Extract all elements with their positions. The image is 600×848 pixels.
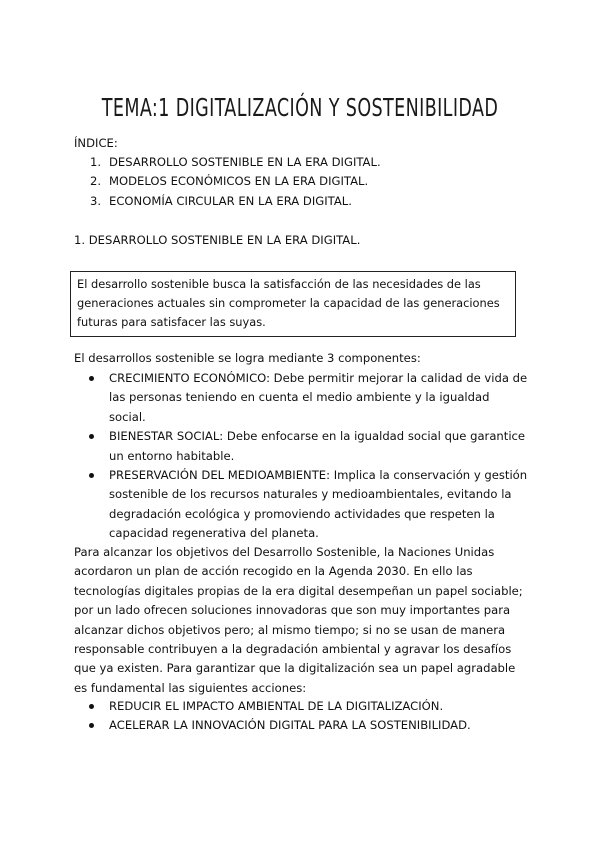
list-item-text: PRESERVACIÓN DEL MEDIOAMBIENTE: Implica la conservación y gestión sostenible de los recursos naturales y medioambientales, evitando la degradación ecológica y promoviendo actividades que respeten la capacidad regenerativa del planeta. — [109, 468, 528, 541]
index-item-number: 2. — [90, 174, 102, 189]
list-item — [88, 466, 528, 544]
bullet-icon — [89, 376, 94, 381]
index-item-text: MODELOS ECONÓMICOS EN LA ERA DIGITAL. — [109, 174, 369, 189]
list-item-text: REDUCIR EL IMPACTO AMBIENTAL DE LA DIGITALIZACIÓN. — [109, 699, 444, 713]
components-intro: El desarrollos sostenible se logra mediante 3 componentes: — [74, 351, 421, 365]
index-item-text: ECONOMÍA CIRCULAR EN LA ERA DIGITAL. — [109, 193, 352, 208]
bullet-icon — [89, 704, 94, 709]
list-item-text: BIENESTAR SOCIAL: Debe enfocarse en la igualdad social que garantice un entorno habitable. — [109, 429, 526, 463]
index-item — [90, 153, 381, 172]
bullet-icon — [89, 434, 94, 439]
index-item-number: 3. — [90, 193, 102, 208]
index-item-number: 1. — [90, 155, 102, 169]
definition-box: El desarrollo sostenible busca la satisfacción de las necesidades de las generaciones actuales sin comprometer la capacidad de las generaciones futuras para satisfacer las suyas. — [70, 271, 516, 337]
list-item-text: ACELERAR LA INNOVACIÓN DIGITAL PARA LA SOSTENIBILIDAD. — [109, 718, 471, 733]
bullet-icon — [89, 723, 94, 728]
section-heading: 1. DESARROLLO SOSTENIBLE EN LA ERA DIGITAL. — [74, 233, 361, 247]
index-item — [90, 172, 381, 191]
index-heading: ÍNDICE: — [74, 136, 118, 150]
page-title: TEMA:1 DIGITALIZACIÓN Y SOSTENIBILIDAD — [101, 92, 499, 122]
components-list — [88, 369, 528, 544]
index-list — [90, 153, 381, 211]
bullet-icon — [89, 473, 94, 478]
list-item-text: CRECIMIENTO ECONÓMICO: Debe permitir mejorar la calidad de vida de las personas teniendo en cuenta el medio ambiente y la igualdad social. — [109, 371, 528, 424]
list-item — [88, 697, 528, 716]
body-paragraph: Para alcanzar los objetivos del Desarrollo Sostenible, la Naciones Unidas acordaron un plan de acción recogido en la Agenda 2030. En ello las tecnologías digitales propias de la era digital desempeñan un papel sociable; por un lado ofrecen soluciones innovadoras que son muy importantes para alcanzar dichos objetivos pero; al mismo tiempo; si no se usan de manera responsable contribuyen a la degradación ambiental y agravar los desafíos que ya existen. Para garantizar que la digitalización sea un papel agradable es fundamental las siguientes acciones: — [74, 545, 523, 695]
list-item — [88, 427, 528, 466]
list-item — [88, 716, 528, 735]
index-item-text: DESARROLLO SOSTENIBLE EN LA ERA DIGITAL. — [109, 155, 381, 169]
index-item — [90, 192, 381, 211]
list-item — [88, 369, 528, 427]
actions-list — [88, 697, 528, 736]
